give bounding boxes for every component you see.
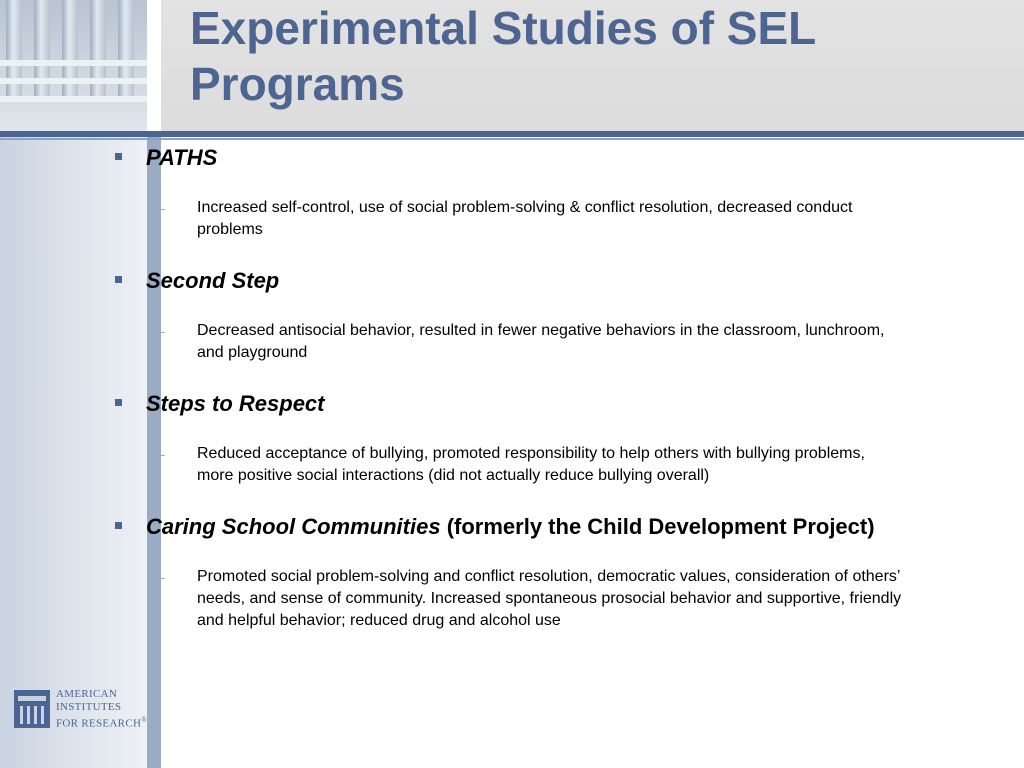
logo-line-2: INSTITUTES bbox=[56, 701, 122, 713]
bullet-marker bbox=[115, 276, 122, 283]
bullet-marker bbox=[115, 522, 122, 529]
sub-item bbox=[112, 197, 902, 241]
logo-line-3: FOR RESEARCH® bbox=[56, 716, 147, 730]
header-gap bbox=[147, 0, 161, 131]
sub-item-text: Promoted social problem-solving and conflict resolution, democratic values, consideration of others’ needs, and sense of community. Increased spontaneous prosocial behavior and supportive, friendly and helpful behavior; reduced drug and alcohol use bbox=[197, 568, 902, 629]
sub-item-text: Reduced acceptance of bullying, promoted responsibility to help others with bullying problems, more positive social interactions (did not actually reduce bullying overall) bbox=[197, 445, 865, 484]
bullet-item bbox=[112, 389, 902, 418]
dash-marker: – bbox=[157, 446, 165, 462]
sub-item-text: Increased self-control, use of social problem-solving & conflict resolution, decreased conduct problems bbox=[197, 199, 853, 238]
columns-logo-icon bbox=[14, 690, 50, 728]
bullet-heading: Steps to Respect bbox=[146, 391, 325, 416]
bullet-item bbox=[112, 143, 902, 172]
bullet-heading: PATHS bbox=[146, 145, 218, 170]
bullet-heading: Second Step bbox=[146, 268, 280, 293]
bullet-list bbox=[112, 143, 902, 632]
bullet-marker bbox=[115, 399, 122, 406]
sub-item bbox=[112, 443, 902, 487]
dash-marker: – bbox=[157, 200, 165, 216]
sub-item bbox=[112, 566, 902, 632]
header-rule bbox=[0, 131, 1024, 137]
sub-item-text: Decreased antisocial behavior, resulted in fewer negative behaviors in the classroom, lunchroom, and playground bbox=[197, 322, 885, 361]
dash-marker: – bbox=[157, 323, 165, 339]
logo-line-1: AMERICAN bbox=[56, 688, 118, 700]
sub-item bbox=[112, 320, 902, 364]
bullet-item bbox=[112, 266, 902, 295]
columns-photo bbox=[0, 0, 147, 131]
bullet-item bbox=[112, 512, 902, 541]
bullet-marker bbox=[115, 153, 122, 160]
dash-marker: – bbox=[157, 569, 165, 585]
logo-wordmark bbox=[56, 688, 166, 731]
bullet-heading: Caring School Communities (formerly the Child Development Project) bbox=[146, 514, 875, 539]
slide-title: Experimental Studies of SEL Programs bbox=[190, 2, 816, 110]
header-rule-thin bbox=[0, 138, 1024, 140]
